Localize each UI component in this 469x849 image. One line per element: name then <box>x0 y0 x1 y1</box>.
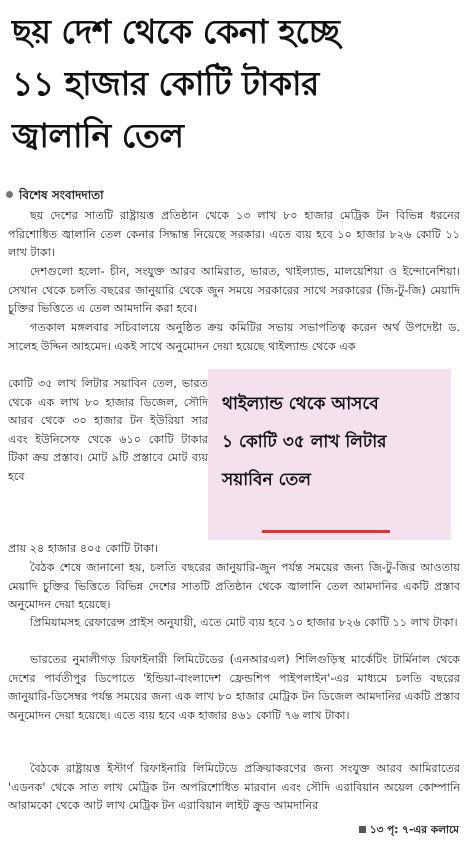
paragraph-1: ছয় দেশের সাতটি রাষ্ট্রায়ত্ত প্রতিষ্ঠান থেকে ১৩ লাখ ৮০ হাজার মেট্রিক টন বিভিন্ন ধরনের পরিশোধিত জ্বালানি তেল কেনার সিদ্ধান্ত নিয়েছে সরকার। এতে ব্যয় হবে ১০ হাজার ৮২৬ কোটি ১১ লাখ টাকা। <box>8 209 460 259</box>
square-bullet-icon <box>359 826 366 833</box>
paragraph-3: গতকাল মঙ্গলবার সচিবালয়ে অনুষ্ঠিত ক্রয় কমিটির সভায় সভাপতিত্ব করেন অর্থ উপদেষ্টা ড. সালেহ উদ্দিন আহমেদ। একই সাথে অনুমোদন দেয়া হয়েছে থাইল্যান্ড থেকে এক <box>8 321 460 353</box>
paragraph-7: বৈঠকে রাষ্ট্রায়ত্ত ইস্টার্ণ রিফাইনারি লিমিটেডে প্রক্রিয়াকরণের জন্য সংযুক্ত আরব আমিরাতের 'এডনক' থেকে সাত লাখ মেট্রিক টন অপরিশোধিত মারবান এবং সৌদি এরাবিয়ান অয়েল কোম্পানি আরামকো থেকে আট লাখ মেট্রিক টন এরাবিয়ান লাইট ক্রুড আমদানির <box>8 762 460 812</box>
pull-quote <box>222 385 444 499</box>
paragraph-2: দেশগুলো হলো- চীন, সংযুক্ত আরব আমিরাত, ভারত, থাইল্যান্ড, মালয়েশিয়া ও ইন্দোনেশিয়া। সেখান থেকে চলতি বছরের জানুয়ারি থেকে জুন সময়ে সরকারের সাথে সরকারের (জি-টু-জি) মেয়াদি চুক্তির ভিত্তিতে এ তেল আমদানি করা হবে। <box>8 265 460 315</box>
byline <box>6 187 104 207</box>
pull-quote-underline <box>262 530 390 533</box>
headline-line-2: ১১ হাজার কোটি টাকার <box>12 64 319 103</box>
pull-quote-line-2: ১ কোটি ৩৫ লাখ লিটার <box>222 432 387 452</box>
continuation-text: ১৩ পৃ: ৭-এর কলামে <box>369 824 459 836</box>
paragraph-6: ভারতের নুমালীগড় রিফাইনারী লিমিটেডের (এনআরএল) শিলিগুড়িস্থ মার্কেটিং টার্মিনাল থেকে দেশের পার্বতীপুর ডিপোতে 'ইন্ডিয়া-বাংলাদেশ ফ্রেন্ডশিপ পাইপলাইন'-এর মাধ্যমে চলতি বছরের জানুয়ারি-ডিসেম্বর পর্যন্ত সময়ের জন্য এক লাখ ৮০ হাজার মেট্রিক টন ডিজেল আমদানির একটি প্রস্তাব অনুমোদন দেয়া হয়েছে। এতে ব্যয় হবে এক হাজার ৪৬১ কোটি ৭৬ লাখ টাকা। <box>8 653 460 722</box>
bullet-icon <box>6 191 13 198</box>
headline-line-3: জ্বালানি তেল <box>12 116 184 155</box>
continuation-note <box>359 823 459 840</box>
headline <box>12 6 462 162</box>
headline-line-1: ছয় দেশ থেকে কেনা হচ্ছে <box>12 12 340 51</box>
paragraph-4: বৈঠক শেষে জানানো হয়, চলতি বছরের জানুয়ারি-জুন পর্যন্ত সময়ের জন্য জি-টু-জির আওতায় মেয়াদি চুক্তির ভিত্তিতে বিভিন্ন দেশের সাতটি প্রতিষ্ঠান থেকে জ্বালানি তেল আমদানির একটি প্রস্তাব অনুমোদন দেয়া হয়েছে। <box>8 561 460 611</box>
pull-quote-line-1: থাইল্যান্ড থেকে আসবে <box>222 394 379 414</box>
pull-quote-line-3: সয়াবিন তেল <box>222 470 311 490</box>
paragraph-5: প্রিমিয়ামসহ রেফারেন্স প্রাইস অনুযায়ী, এতে মোট ব্যয় হবে ১০ হাজার ৮২৬ কোটি ১১ লাখ টাকা। <box>30 616 458 629</box>
paragraph-3-end: প্রায় ২৪ হাজার ৪০৫ কোটি টাকা। <box>8 542 159 555</box>
paragraph-3-continued: কোটি ৩৫ লাখ লিটার সয়াবিন তেল, ভারত থেকে এক লাখ ৮০ হাজার ডিজেল, সৌদি আরব থেকে ৩০ হাজার টন ইউরিয়া সার এবং ইউনিসেফ থেকে ৬১০ কোটি টাকার টিকা ক্রয় প্রস্তাব। মোট ৯টি প্রস্তাবে মোট ব্যয় হবে <box>8 377 208 483</box>
byline-text: বিশেষ সংবাদদাতা <box>19 188 104 202</box>
